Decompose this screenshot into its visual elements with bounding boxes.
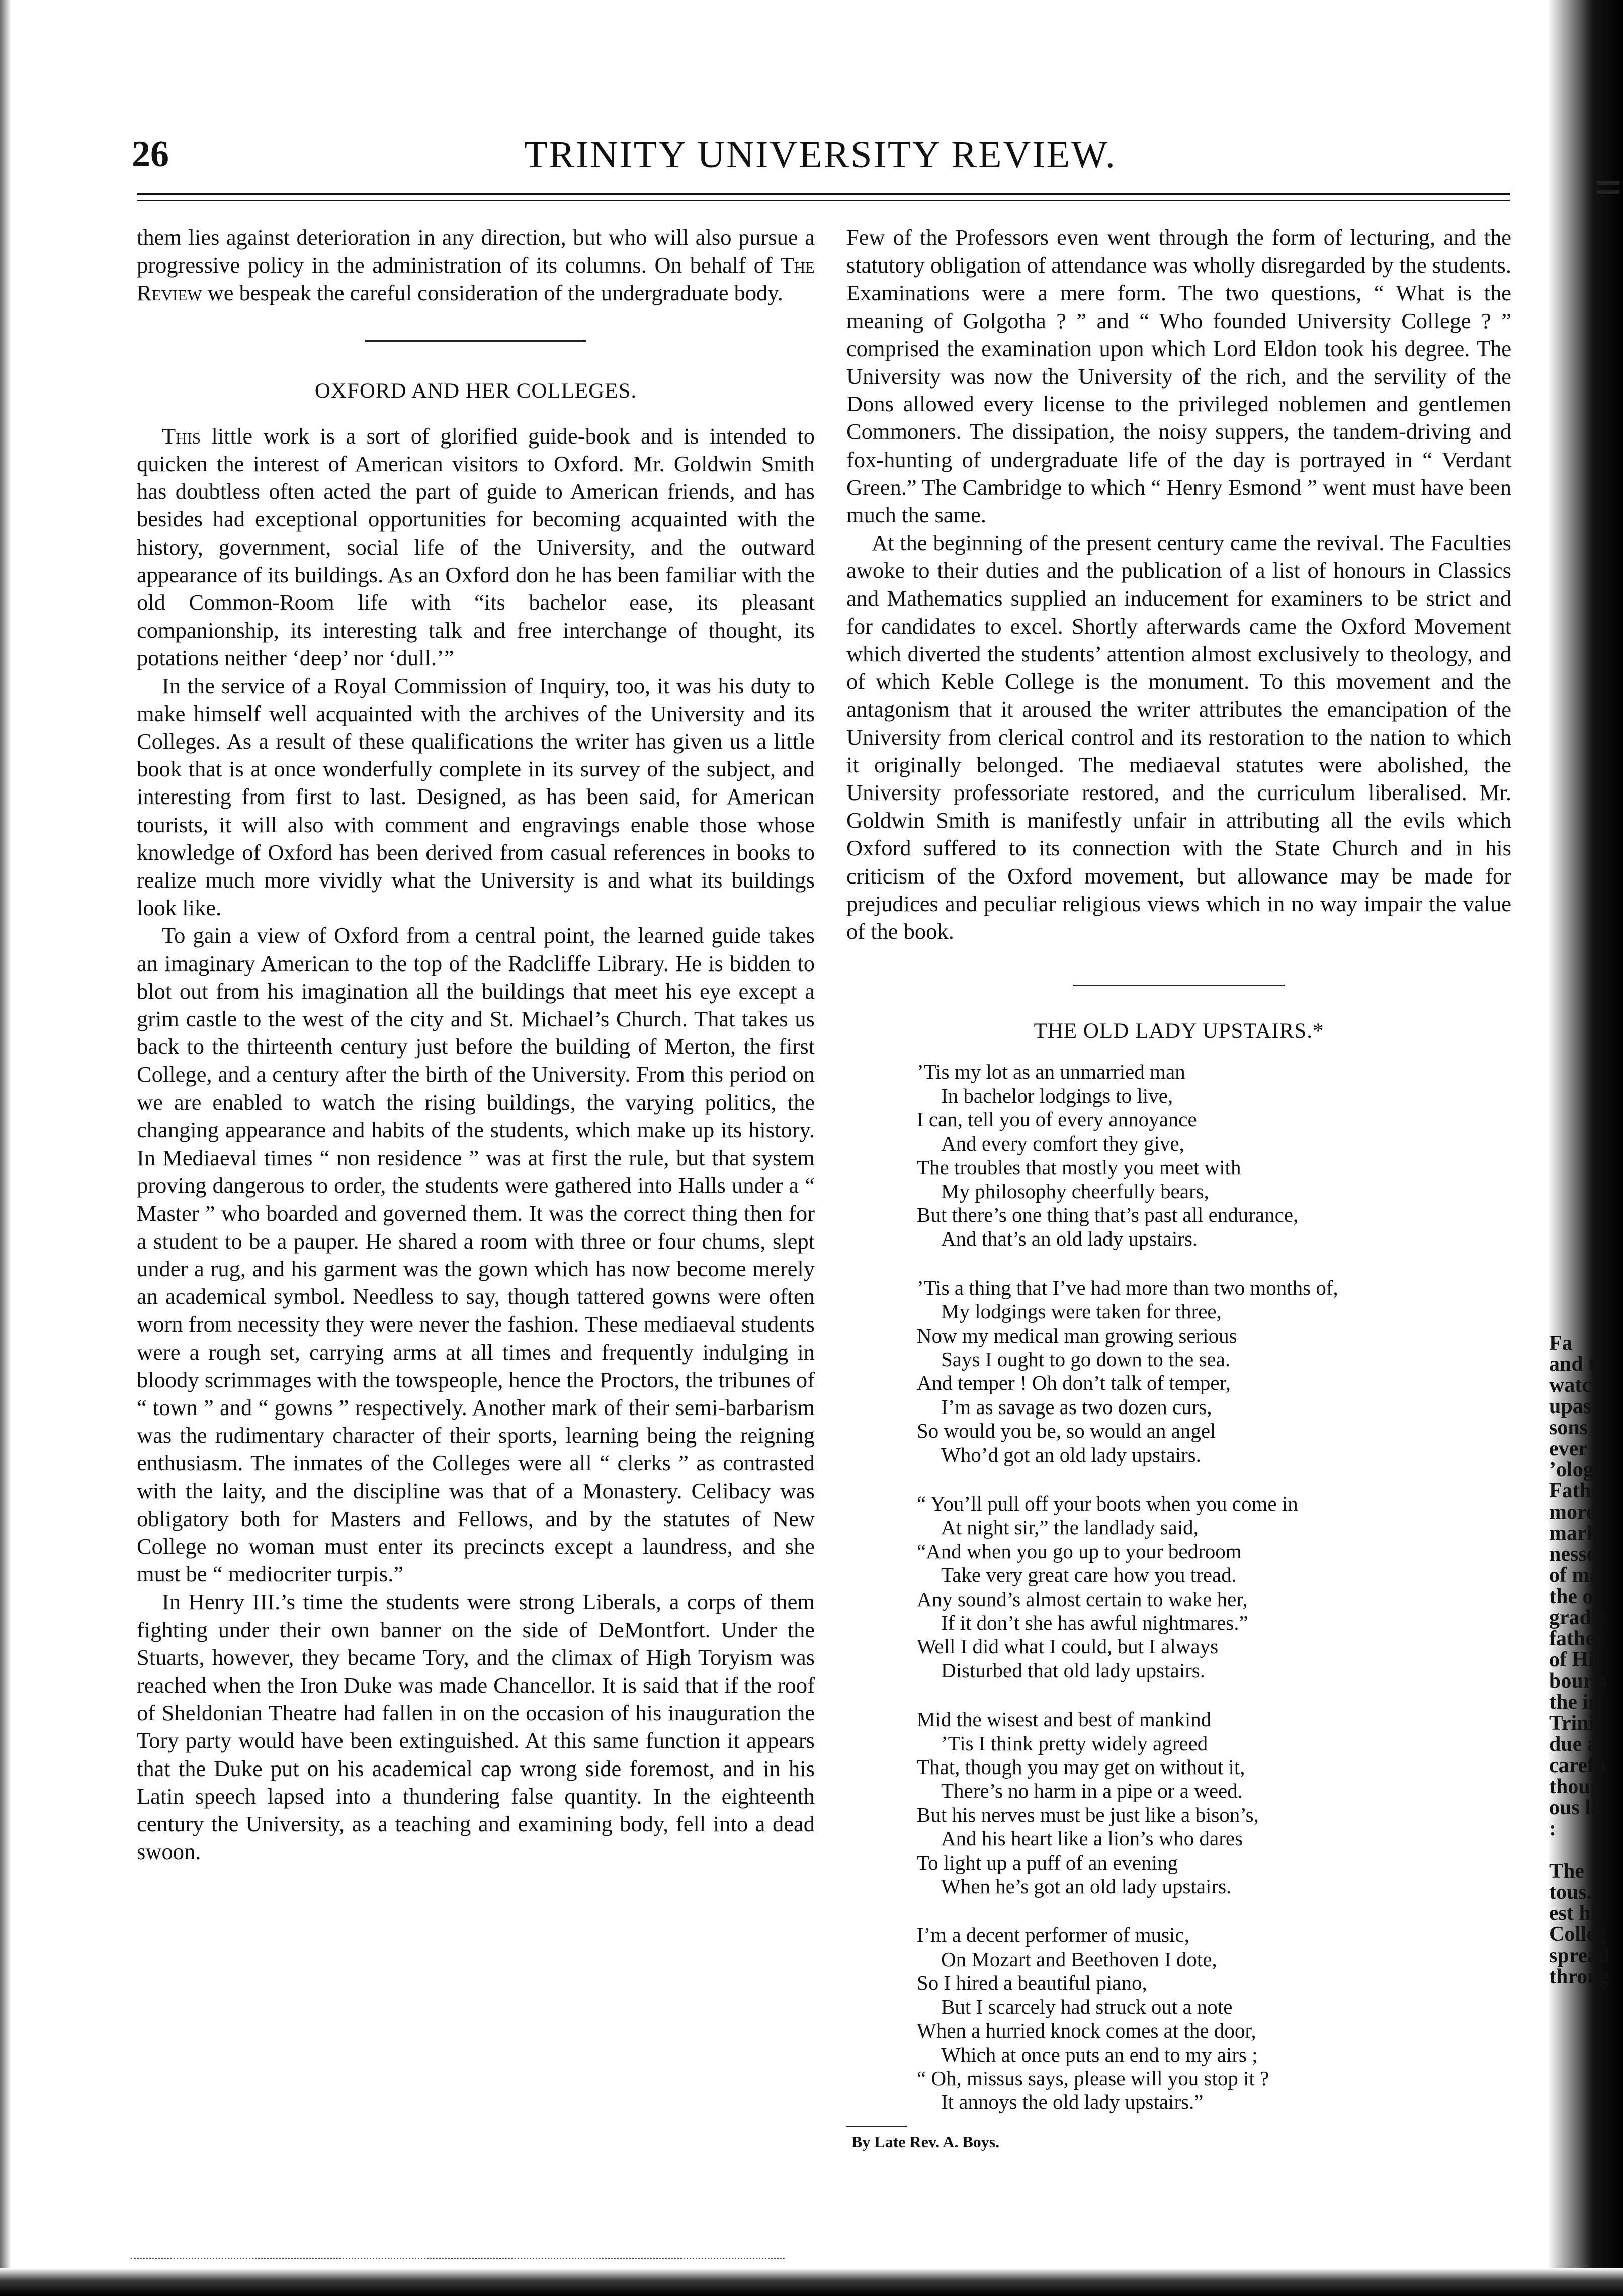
poem-line: “And when you go up to your bedroom (917, 1539, 1242, 1563)
poem-line: And temper ! Oh don’t talk of temper, (917, 1371, 1231, 1395)
poem-stanza (917, 1708, 1511, 1898)
bleed-fragment: Trinit (1549, 1712, 1602, 1735)
article-paragraph (137, 672, 815, 922)
poem-line: ’Tis a thing that I’ve had more than two months of, (917, 1276, 1338, 1299)
poem-line: The troubles that mostly you meet with (917, 1156, 1241, 1179)
left-column (137, 224, 815, 1866)
poem-line: Now my medical man growing serious (917, 1323, 1237, 1347)
poem-line: It annoys the old lady upstairs.” (941, 2090, 1204, 2114)
paragraph-text: In Henry III.’s time the students were strong Liberals, a corps of them fighting under their own banner on the side of DeMontfort. Under the Stuarts, however, they became Tory, and the climax of High Toryism was reached when the Iron Duke was made Chancellor. It is said that if the roof of Sheldonian Theatre had fallen in on the occasion of his inauguration the Tory party would have been extinguished. At this same function it appears that the Duke put on his academical cap wrong side foremost, and in his Latin speech lapsed into a thundering false quantity. In the eighteenth century the University, as a teaching and examining body, fell into a dead swoon. (137, 1589, 815, 1865)
article-paragraph: Few of the Professors even went through the form of lecturing, and the statutory obligation of attendance was wholly disregarded by the students. Examinations were a mere form. The two questions, “ What is the meaning of Golgotha ? ” and “ Who founded University College ? ” comprised the examination upon which Lord Eldon took his degree. The University was now the University of the rich, and the servility of the Dons allowed every license to the privileged noblemen and gentlemen Commoners. The dissipation, the noisy suppers, the tandem-driving and fox-hunting of undergraduate life of the day is portrayed in “ Verdant Green.” The Cambridge to which “ Henry Esmond ” went must have been much the same. (846, 225, 1511, 528)
poem-line: Well I did what I could, but I always (917, 1635, 1219, 1658)
bottom-dotted-rule (131, 2258, 785, 2261)
bleed-fragment: spread (1549, 1944, 1610, 1967)
poem-line: ’Tis I think pretty widely agreed (941, 1731, 1208, 1755)
poem-line: That, though you may get on without it, (917, 1755, 1245, 1779)
section-separator (365, 340, 586, 342)
bleed-fragment: est hi (1549, 1902, 1597, 1925)
poem-line: “ Oh, missus says, please will you stop it ? (917, 2066, 1269, 2090)
poem-stanza (917, 1923, 1511, 2114)
article-title: OXFORD AND HER COLLEGES. (314, 379, 637, 403)
poem-line: There’s no harm in a pipe or a weed. (941, 1779, 1243, 1803)
poem-line: I can, tell you of every annoyance (917, 1108, 1197, 1131)
next-page-bleed (1549, 1332, 1623, 1988)
bleed-fragment: the o (1549, 1585, 1593, 1608)
header-rule (137, 193, 1510, 195)
bleed-fragment: upas (1549, 1395, 1592, 1418)
bleed-fragment: tous. (1549, 1881, 1592, 1904)
running-title: TRINITY UNIVERSITY REVIEW. (524, 134, 1117, 176)
footnote: By Late Rev. A. Boys. (851, 2132, 1000, 2151)
poem-line: So I hired a beautiful piano, (917, 1971, 1147, 1995)
poem-line: “ You’ll pull off your boots when you come in (917, 1491, 1298, 1515)
bleed-fragment: of Hi (1549, 1648, 1594, 1671)
article-paragraph (137, 422, 815, 672)
bleed-fragment: ever (1549, 1437, 1588, 1460)
poem-stanza (917, 1060, 1511, 1251)
bleed-fragment: watc (1549, 1374, 1591, 1397)
poem-line: Mid the wisest and best of mankind (917, 1708, 1212, 1731)
bleed-fragment: father (1549, 1627, 1604, 1650)
right-column (846, 224, 1511, 2152)
poem-line: Disturbed that old lady upstairs. (941, 1658, 1205, 1682)
poem-line: But there’s one thing that’s past all endurance, (917, 1203, 1299, 1226)
paragraph-text: To gain a view of Oxford from a central point, the learned guide takes an imaginary American to the top of the Radcliffe Library. He is bidden to blot out from his imagination all the buildings that meet his eye except a grim castle to the west of the city and St. Michael’s Church. That takes us back to the thirteenth century just before the building of Merton, the first College, and a century after the birth of the University. From this period on we are enabled to watch the rising buildings, the varying politics, the changing appearance and habits of the students, which make up its history. In Mediaeval times “ non residence ” was at first the rule, but that system proving dangerous to order, the students were gathered into Halls under a “ Master ” who boarded and governed them. It was the correct thing then for a student to be a pauper. He shared a room with three or four chums, slept under a rug, and his garment was the gown which has now become merely an academical symbol. Needless to say, though tattered gowns were often worn from necessity they were never the fashion. These mediaeval students were a rough set, carrying arms at all times and frequently indulging in bloody scrimmages with the towspeople, hence the Proctors, the tribunes of “ town ” and “ gowns ” respectively. Another mark of their semi-barbarism was the rudimentary character of their sports, learning being the reigning enthusiasm. The inmates of the Colleges were all “ clerks ” as contrasted with the laity, and the discipline was that of a Monastery. Celibacy was obligatory both for Masters and Fellows, and by the statutes of New College no woman must enter its precincts except a laundress, and she must be “ mediocriter turpis.” (137, 923, 815, 1587)
intro-text: we bespeak the careful consideration of the undergraduate body. (202, 280, 783, 306)
poem-line: I’m as savage as two dozen curs, (941, 1395, 1212, 1419)
poem-line: But I scarcely had struck out a note (941, 1995, 1233, 2018)
poem-line: I’m a decent performer of music, (917, 1923, 1189, 1947)
poem-line: Says I ought to go down to the sea. (941, 1347, 1231, 1371)
bleed-fragment: Colleg (1549, 1923, 1607, 1946)
bleed-fragment: ’ologi (1549, 1458, 1600, 1481)
bleed-fragment: more (1549, 1500, 1596, 1524)
article-paragraph (137, 922, 815, 1588)
poem-line: At night sir,” the landlady said, (941, 1516, 1199, 1539)
poem-line: ’Tis my lot as an unmarried man (917, 1060, 1185, 1084)
bleed-fragment: sons (1549, 1416, 1588, 1439)
intro-text: them lies against deterioration in any direction, but who will also pursue a progressive policy in the administration of its columns. On behalf of (137, 225, 815, 278)
bleed-fragment (1549, 1839, 1623, 1861)
page-edge-left (0, 0, 11, 2296)
poem-line: To light up a puff of an evening (917, 1850, 1178, 1874)
article-paragraph (137, 1588, 815, 1866)
footnote-rule (846, 2126, 907, 2127)
bleed-fragment: carefu (1549, 1754, 1606, 1777)
poem (917, 1060, 1511, 2114)
page-number: 26 (132, 134, 169, 175)
poem-line: When a hurried knock comes at the door, (917, 2019, 1256, 2043)
poem-line: In bachelor lodgings to live, (941, 1084, 1173, 1107)
poem-line: And his heart like a lion’s who dares (941, 1827, 1243, 1850)
article-body (137, 422, 815, 1866)
bleed-mark (1597, 190, 1619, 194)
bleed-fragment: Fa (1549, 1332, 1573, 1355)
bottom-shadow (0, 2268, 1623, 2296)
header-rule (137, 200, 1510, 201)
article-paragraph: At the beginning of the present century came the revival. The Faculties awoke to their duties and the publication of a list of honours in Classics and Mathematics supplied an inducement for examiners to be strict and for candidates to excel. Shortly afterwards came the Oxford Movement which diverted the students’ attention almost exclusively to theology, and of which Keble College is the monument. To this movement and the antagonism that it aroused the writer attributes the emancipation of the University from clerical control and its restoration to the nation to which it originally belonged. The mediaeval statutes were abolished, the University professoriate restored, and the curriculum liberalised. Mr. Goldwin Smith is manifestly unfair in attributing all the evils which Oxford suffered to its connection with the State Church and in his criticism of the Oxford movement, but allowance may be made for prejudices and peculiar religious views which in no way impair the value of the book. (846, 530, 1511, 944)
bleed-fragment: ous la (1549, 1796, 1601, 1819)
bleed-fragment: of ma (1549, 1564, 1600, 1587)
bleed-fragment: throug (1549, 1965, 1610, 1988)
poem-line: Which at once puts an end to my airs ; (941, 2043, 1258, 2066)
lead-word: This (162, 423, 201, 449)
review-name: The Review (137, 252, 815, 306)
bleed-fragment: gradu (1549, 1606, 1603, 1629)
poem-line: But his nerves must be just like a bison’s, (917, 1803, 1259, 1826)
paragraph-text: In the service of a Royal Commission of Inquiry, too, it was his duty to make himself well acquainted with the archives of the University and its Colleges. As a result of these qualifications the writer has given us a little book that is at once wonderfully complete in its survey of the subject, and interesting from first to last. Designed, as has been said, for American tourists, it will also with comment and engravings enable those whose knowledge of Oxford has been derived from casual references in books to realize much more vividly what the University is and what its buildings look like. (137, 673, 815, 921)
intro-paragraph (137, 224, 815, 307)
poem-stanza (917, 1492, 1511, 1683)
paragraph-text: little work is a sort of glorified guide-book and is intended to quicken the interest of American visitors to Oxford. Mr. Goldwin Smith has doubtless often acted the part of guide to American friends, and has besides had exceptional opportunities for becoming acquainted with the history, government, social life of the University, and the outward appearance of its buildings. As an Oxford don he has been familiar with the old Common-Room life with “its bachelor ease, its pleasant companionship, its interesting talk and free interchange of thought, its potations neither ‘deep’ nor ‘dull.’” (137, 423, 815, 671)
poem-line: My lodgings were taken for three, (941, 1300, 1222, 1323)
bleed-fragment: thoug (1549, 1775, 1601, 1798)
bleed-mark (1597, 181, 1619, 185)
poem-stanza (917, 1276, 1511, 1467)
poem-line: And every comfort they give, (941, 1131, 1184, 1155)
poem-line: When he’s got an old lady upstairs. (941, 1875, 1232, 1898)
page-header (132, 128, 1509, 184)
poem-line: If it don’t she has awful nightmares.” (941, 1611, 1248, 1635)
bleed-fragment: nesse (1549, 1543, 1596, 1566)
poem-line: So would you be, so would an angel (917, 1419, 1216, 1443)
poem-line: And that’s an old lady upstairs. (941, 1227, 1198, 1251)
poem-line: On Mozart and Beethoven I dote, (941, 1947, 1217, 1971)
bleed-fragment: and t (1549, 1353, 1596, 1376)
bleed-fragment: mark (1549, 1522, 1598, 1545)
article-continuation (846, 224, 1511, 945)
bleed-fragment: : (1549, 1817, 1556, 1840)
bleed-fragment: Fathe (1549, 1479, 1601, 1503)
poem-line: Who’d got an old lady upstairs. (941, 1443, 1201, 1466)
bleed-fragment: the in (1549, 1691, 1600, 1714)
poem-line: My philosophy cheerfully bears, (941, 1179, 1209, 1203)
bleed-fragment: due a (1549, 1733, 1598, 1756)
section-separator (1073, 985, 1285, 986)
poem-line: Take very great care how you tread. (941, 1563, 1237, 1587)
poem-line: Any sound’s almost certain to wake her, (917, 1587, 1248, 1611)
poem-title: THE OLD LADY UPSTAIRS.* (1034, 1019, 1324, 1043)
bleed-fragment: The (1549, 1860, 1585, 1883)
bleed-fragment: bour’s (1549, 1669, 1607, 1693)
